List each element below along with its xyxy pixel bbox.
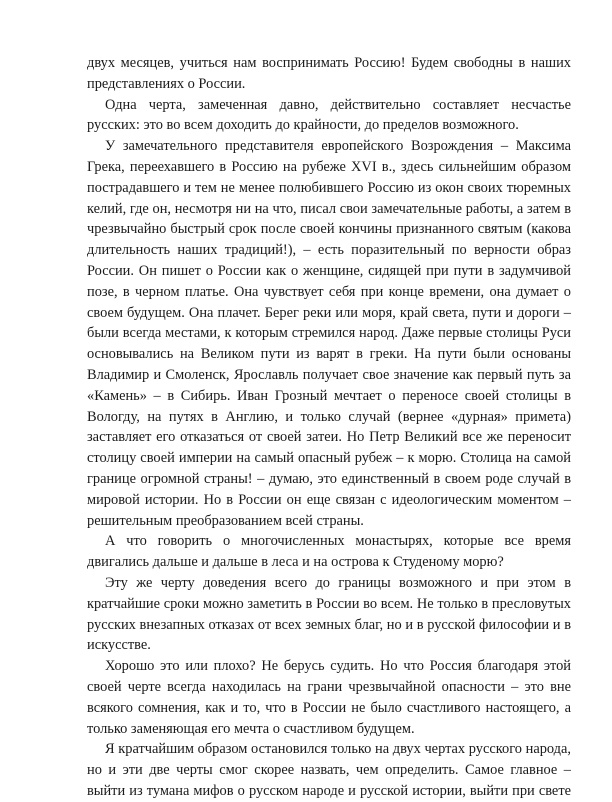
paragraph-last: Я кратчайшим образом остановился только на двух чертах русского народа, но и эти две черты смог скорее назвать, чем определить. Самое главное – выйти из тумана мифов о русском народе и русской истории, выйти при свете <box>87 741 571 799</box>
paragraph: Одна черта, замеченная давно, действительно составляет несчастье русских: это во всем доходить до крайности, до пределов возможного. <box>87 96 571 134</box>
paragraph: двух месяцев, учиться нам воспринимать Россию! Будем свободны в наших представлениях о России. <box>87 55 571 92</box>
paragraph: А что говорить о многочисленных монастырях, которые все время двигались дальше и дальше в леса и на острова к Студеному морю? <box>87 533 571 571</box>
paragraph: У замечательного представителя европейского Возрождения – Максима Грека, переехавшего в Россию на рубеже XVI в., здесь сильнейшим образом пострадавшего и тем не менее полюбившего Россию из окон своих тюремных келий, где он, несмотря ни на что, писал свои замечательные работы, а затем в чрезвычайно быстрый срок после своей кончины признанного святым (какова длительность наших традиций!), – есть поразительный по верности образ России. Он пишет о России как о женщине, сидящей при пути в задумчивой позе, в черном платье. Она чувствует себя при конце времени, она думает о своем будущем. Она плачет. Берег реки или моря, край света, пути и дороги – были всегда местами, к которым стремился народ. Даже первые столицы Руси основывались на Великом пути из варят в греки. На пути были основаны Владимир и Смоленск, Ярославль получает свое значение как первый путь за «Камень» – в Сибирь. Иван Грозный мечтает о переносе своей столицы в Вологду, на путях в Англию, и только случай (вернее «дурная» примета) заставляет его отказаться от своей затеи. Но Петр Великий все же переносит столицу своей империи на самый опасный рубеж – к морю. Столица на самой границе огромной страны! – думаю, это единственный в своем роде случай в мировой истории. Но в России он еще связан с идеологическим моментом – решительным преобразованием всей страны. <box>87 138 571 529</box>
body-text <box>87 53 571 802</box>
paragraph: Хорошо это или плохо? Не берусь судить. Но что Россия благодаря этой своей черте всегда находилась на грани чрезвычайной опасности – это вне всякого сомнения, как и то, что в России не было счастливого настоящего, а только заменяющая его мечта о счастливом будущем. <box>87 658 571 737</box>
paragraph: Эту же черту доведения всего до границы возможного и при этом в кратчайшие сроки можно заметить в России во всем. Не только в пресловутых русских внезапных отказах от всех земных благ, но и в русской философии и в искусстве. <box>87 574 571 654</box>
